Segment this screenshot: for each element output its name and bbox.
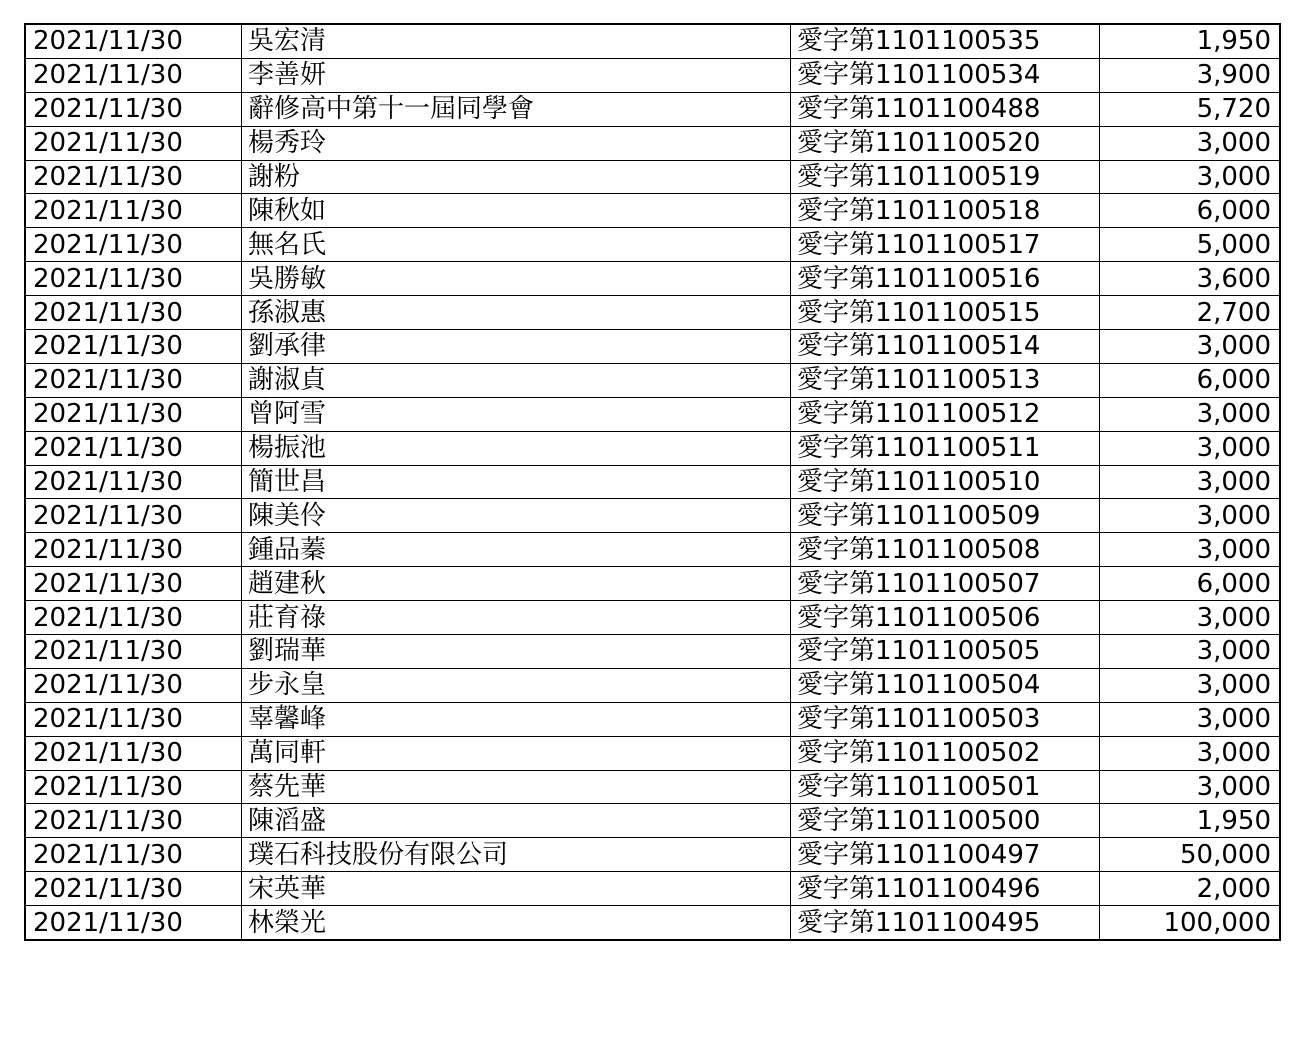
receipt-number-cell: 愛字第1101100495 [791,906,1100,940]
table-row [25,431,1280,465]
donor-name-cell: 陳美伶 [242,499,791,533]
date-cell: 2021/11/30 [25,24,242,58]
date-cell: 2021/11/30 [25,465,242,499]
receipt-number-cell: 愛字第1101100497 [791,838,1100,872]
table-row [25,567,1280,601]
amount-cell: 3,000 [1100,668,1281,702]
amount-cell: 2,000 [1100,872,1281,906]
table-row [25,262,1280,296]
table-row [25,702,1280,736]
date-cell: 2021/11/30 [25,397,242,431]
amount-cell: 3,000 [1100,635,1281,669]
amount-cell: 3,000 [1100,736,1281,770]
table-row [25,397,1280,431]
amount-cell: 3,900 [1100,58,1281,92]
amount-cell: 3,000 [1100,601,1281,635]
table-row [25,160,1280,194]
date-cell: 2021/11/30 [25,668,242,702]
amount-cell: 1,950 [1100,804,1281,838]
receipt-number-cell: 愛字第1101100503 [791,702,1100,736]
donor-name-cell: 莊育祿 [242,601,791,635]
date-cell: 2021/11/30 [25,601,242,635]
date-cell: 2021/11/30 [25,160,242,194]
amount-cell: 3,000 [1100,397,1281,431]
date-cell: 2021/11/30 [25,770,242,804]
donation-table [24,23,1281,941]
table-row [25,363,1280,397]
receipt-number-cell: 愛字第1101100509 [791,499,1100,533]
donor-name-cell: 步永皇 [242,668,791,702]
receipt-number-cell: 愛字第1101100507 [791,567,1100,601]
donor-name-cell: 陳滔盛 [242,804,791,838]
receipt-number-cell: 愛字第1101100502 [791,736,1100,770]
table-row [25,126,1280,160]
donor-name-cell: 吳勝敏 [242,262,791,296]
donor-name-cell: 孫淑惠 [242,296,791,330]
table-row [25,330,1280,364]
donor-name-cell: 陳秋如 [242,194,791,228]
donor-name-cell: 簡世昌 [242,465,791,499]
table-row [25,296,1280,330]
donor-name-cell: 林榮光 [242,906,791,940]
amount-cell: 2,700 [1100,296,1281,330]
donor-name-cell: 吳宏清 [242,24,791,58]
table-row [25,668,1280,702]
date-cell: 2021/11/30 [25,194,242,228]
table-row [25,838,1280,872]
table-row [25,872,1280,906]
date-cell: 2021/11/30 [25,330,242,364]
date-cell: 2021/11/30 [25,702,242,736]
date-cell: 2021/11/30 [25,499,242,533]
amount-cell: 5,720 [1100,92,1281,126]
receipt-number-cell: 愛字第1101100518 [791,194,1100,228]
receipt-number-cell: 愛字第1101100517 [791,228,1100,262]
amount-cell: 3,000 [1100,702,1281,736]
date-cell: 2021/11/30 [25,92,242,126]
donor-name-cell: 謝淑貞 [242,363,791,397]
amount-cell: 3,000 [1100,330,1281,364]
amount-cell: 5,000 [1100,228,1281,262]
date-cell: 2021/11/30 [25,635,242,669]
table-row [25,228,1280,262]
amount-cell: 3,000 [1100,770,1281,804]
donor-name-cell: 李善妍 [242,58,791,92]
date-cell: 2021/11/30 [25,906,242,940]
donation-table-body [25,24,1280,940]
donor-name-cell: 璞石科技股份有限公司 [242,838,791,872]
receipt-number-cell: 愛字第1101100501 [791,770,1100,804]
amount-cell: 3,000 [1100,126,1281,160]
donor-name-cell: 楊振池 [242,431,791,465]
date-cell: 2021/11/30 [25,363,242,397]
amount-cell: 1,950 [1100,24,1281,58]
receipt-number-cell: 愛字第1101100510 [791,465,1100,499]
receipt-number-cell: 愛字第1101100514 [791,330,1100,364]
amount-cell: 6,000 [1100,363,1281,397]
receipt-number-cell: 愛字第1101100516 [791,262,1100,296]
date-cell: 2021/11/30 [25,58,242,92]
table-row [25,770,1280,804]
donor-name-cell: 辜馨峰 [242,702,791,736]
donor-name-cell: 蔡先華 [242,770,791,804]
donor-name-cell: 萬同軒 [242,736,791,770]
table-row [25,499,1280,533]
date-cell: 2021/11/30 [25,533,242,567]
date-cell: 2021/11/30 [25,262,242,296]
date-cell: 2021/11/30 [25,736,242,770]
donor-name-cell: 劉承律 [242,330,791,364]
receipt-number-cell: 愛字第1101100488 [791,92,1100,126]
table-row [25,804,1280,838]
table-row [25,24,1280,58]
amount-cell: 3,600 [1100,262,1281,296]
date-cell: 2021/11/30 [25,567,242,601]
donor-name-cell: 無名氏 [242,228,791,262]
receipt-number-cell: 愛字第1101100511 [791,431,1100,465]
donor-name-cell: 宋英華 [242,872,791,906]
date-cell: 2021/11/30 [25,296,242,330]
amount-cell: 3,000 [1100,499,1281,533]
donor-name-cell: 楊秀玲 [242,126,791,160]
receipt-number-cell: 愛字第1101100512 [791,397,1100,431]
date-cell: 2021/11/30 [25,228,242,262]
amount-cell: 3,000 [1100,431,1281,465]
table-row [25,906,1280,940]
receipt-number-cell: 愛字第1101100506 [791,601,1100,635]
donor-name-cell: 辭修高中第十一屆同學會 [242,92,791,126]
amount-cell: 50,000 [1100,838,1281,872]
donor-name-cell: 鍾品蓁 [242,533,791,567]
date-cell: 2021/11/30 [25,126,242,160]
table-row [25,465,1280,499]
receipt-number-cell: 愛字第1101100515 [791,296,1100,330]
amount-cell: 6,000 [1100,194,1281,228]
date-cell: 2021/11/30 [25,872,242,906]
table-row [25,736,1280,770]
table-row [25,92,1280,126]
amount-cell: 6,000 [1100,567,1281,601]
date-cell: 2021/11/30 [25,804,242,838]
table-row [25,194,1280,228]
amount-cell: 3,000 [1100,160,1281,194]
donor-name-cell: 謝粉 [242,160,791,194]
donor-name-cell: 劉瑞華 [242,635,791,669]
receipt-number-cell: 愛字第1101100496 [791,872,1100,906]
date-cell: 2021/11/30 [25,838,242,872]
table-row [25,58,1280,92]
receipt-number-cell: 愛字第1101100534 [791,58,1100,92]
amount-cell: 100,000 [1100,906,1281,940]
donor-name-cell: 趙建秋 [242,567,791,601]
receipt-number-cell: 愛字第1101100508 [791,533,1100,567]
receipt-number-cell: 愛字第1101100500 [791,804,1100,838]
donor-name-cell: 曾阿雪 [242,397,791,431]
receipt-number-cell: 愛字第1101100513 [791,363,1100,397]
table-row [25,601,1280,635]
receipt-number-cell: 愛字第1101100535 [791,24,1100,58]
amount-cell: 3,000 [1100,533,1281,567]
table-row [25,533,1280,567]
receipt-number-cell: 愛字第1101100519 [791,160,1100,194]
amount-cell: 3,000 [1100,465,1281,499]
receipt-number-cell: 愛字第1101100520 [791,126,1100,160]
receipt-number-cell: 愛字第1101100505 [791,635,1100,669]
receipt-number-cell: 愛字第1101100504 [791,668,1100,702]
date-cell: 2021/11/30 [25,431,242,465]
table-row [25,635,1280,669]
